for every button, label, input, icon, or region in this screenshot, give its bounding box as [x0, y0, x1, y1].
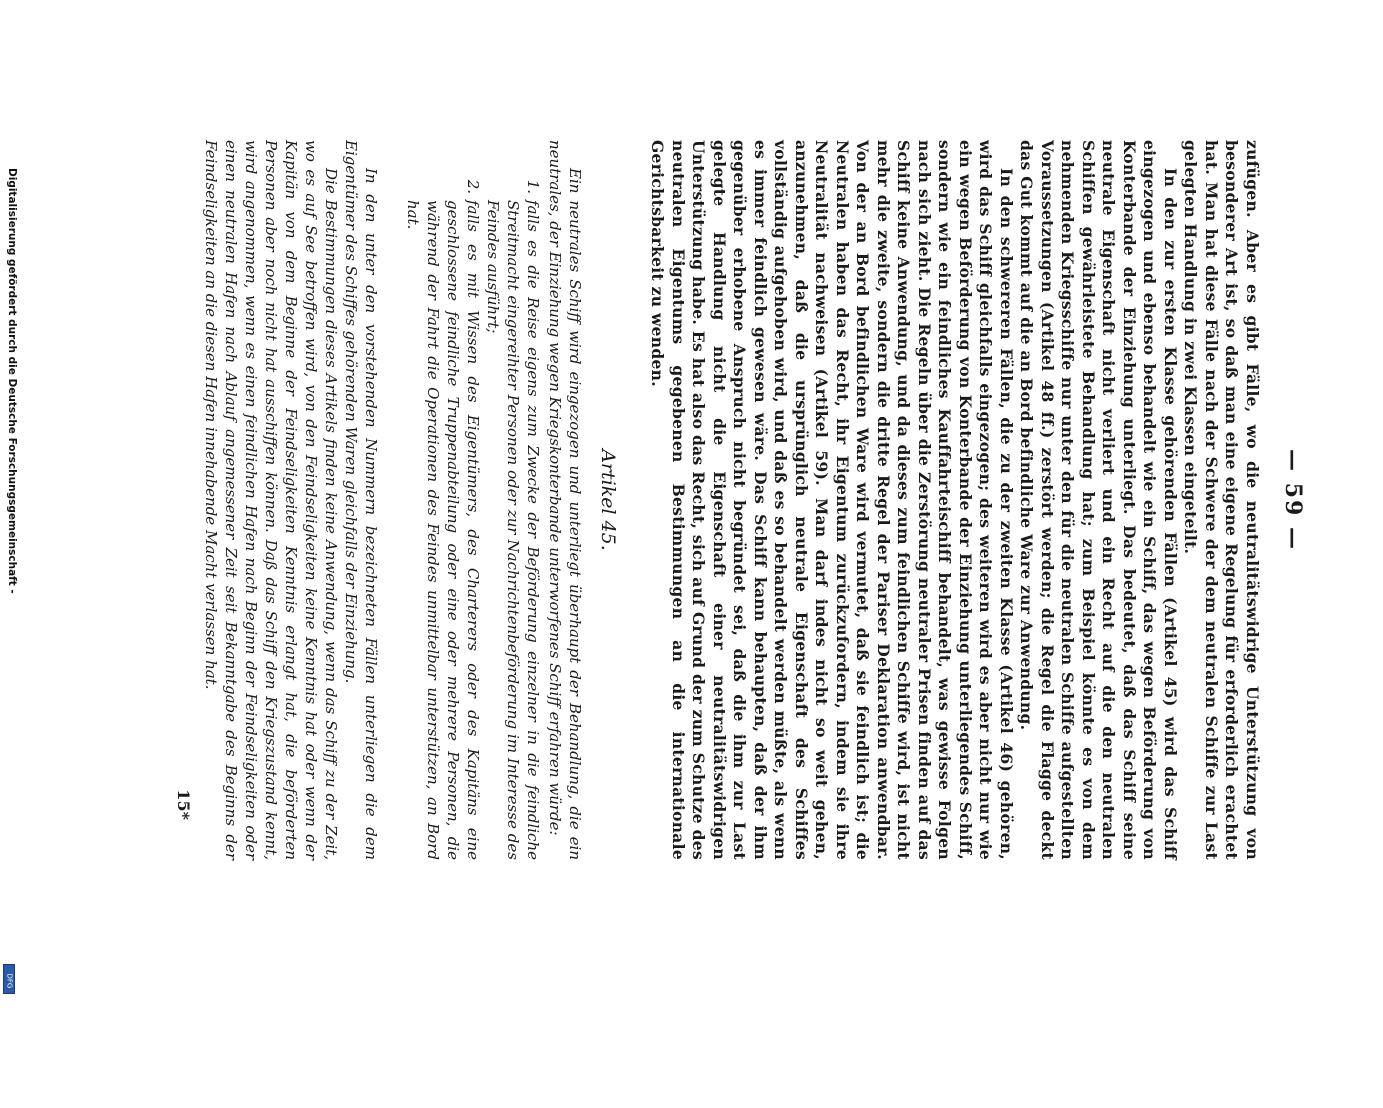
list-item-number: 1. — [524, 179, 542, 194]
article-text — [201, 140, 585, 860]
article-intro: Ein neutrales Schiff wird eingezogen und unterliegt überhaupt der Behandlung, die ein neutrales, der Einziehung wegen Kriegskonterbande unterworfenes Schiff erfahren würde: — [546, 140, 584, 860]
dfg-logo-icon: DFG — [3, 964, 15, 994]
article-paragraph: Die Bestimmungen dieses Artikels finden keine Anwendung, wenn das Schiff zu der Zeit, wo es auf See betroffen wird, von den Feindseligkeiten keine Kenntnis hat oder wenn der Kapitän von dem Beginne der Feindseligkeiten Kenntnis erlangt hat, die beförderten Personen aber noch nicht hat ausschiffen können. Daß das Schiff den Kriegszustand kennt, wird angenommen, wenn es einen feindlichen Hafen nach Beginn der Feindseligkeiten oder einen neutralen Hafen nach Ablauf angemessener Zeit seit Bekanntgabe des Beginns der Feindseligkeiten an die diesen Hafen innehabende Macht verlassen hat. — [202, 140, 340, 860]
article-case-list — [403, 140, 543, 860]
list-item-text: falls es mit Wissen des Eigentümers, des Charterers oder des Kapitäns eine geschlossene feindliche Truppenabteilung oder eine oder mehrere Personen, die während der Fahrt die Operationen des Feindes unmittelbar unterstützen, an Bord hat. — [404, 200, 482, 860]
commentary-paragraph: zufügen. Aber es gibt Fälle, wo die neutralitätswidrige Unterstützung von besonderer Art ist, so daß man eine eigene Regelung für erforderlich erachtet hat. Man hat diese Fälle nach der Schwere der dem neutralen Schiffe zur Last gelegten Handlung in zwei Klassen eingeteilt. — [1181, 140, 1262, 860]
commentary-text — [647, 140, 1262, 860]
printer-signature: 15* — [174, 789, 193, 820]
list-item — [483, 140, 543, 860]
page-number: — 59 — — [1280, 449, 1306, 551]
article-heading: Artikel 45. — [597, 449, 619, 551]
digitization-credit: Digitalisierung gefördert durch die Deutsche Forschungsgemeinschaft - — [6, 168, 18, 594]
commentary-paragraph: In den schwereren Fällen, die zu der zweiten Klasse (Artikel 46) gehören, wird das Schiff gleichfalls eingezogen; des weiteren wird es aber nicht nur wie ein wegen Beförderung von Konterbande der Einziehung unterliegendes Schiff, sondern wie ein feindliches Kauffahrteischiff behandelt, was gewisse Folgen nach sich zieht. Die Regeln über die Zerstörung neutraler Prisen finden auf das Schiff keine Anwendung, und da dieses zum feindlichen Schiffe wird, ist nicht mehr die zweite, sondern die dritte Regel der Pariser Deklaration anwendbar. Von der an Bord befindlichen Ware wird vermutet, daß sie feindlich ist; die Neutralen haben das Recht, ihr Eigentum zurückzufordern, indem sie ihre Neutralität nachweisen (Artikel 59). Man darf indes nicht so weit gehen, anzunehmen, daß die ursprünglich neutrale Eigenschaft des Schiffes vollständig aufgehoben wird, und daß es so behandelt werden müßte, als wenn es immer feindlich gewesen wäre. Das Schiff kann behaupten, daß der ihm gegenüber erhobene Anspruch nicht begründet sei, daß die ihm zur Last gelegte Handlung nicht die Eigenschaft einer neutralitätswidrigen Unterstützung habe. Es hat also das Recht, sich auf Grund der zum Schutze des neutralen Eigentums gegebenen Bestimmungen an die internationale Gerichtsbarkeit zu wenden. — [648, 140, 1016, 860]
list-item-text: falls es die Reise eigens zum Zwecke der Beförderung einzelner in die feindliche Streitmacht eingereihter Personen oder zur Nachrichtenbeförderung im Interesse des Feindes ausführt; — [484, 200, 542, 860]
commentary-paragraph: In den zur ersten Klasse gehörenden Fällen (Artikel 45) wird das Schiff eingezogen und ebenso behandelt wie ein Schiff, das wegen Beförderung von Konterbande der Einziehung unterliegt. Das bedeutet, daß das Schiff seine neutrale Eigenschaft nicht verliert und ein Recht auf die den neutralen Schiffen gewährleistete Behandlung hat; zum Beispiel könnte es von dem nehmenden Kriegsschiffe nur unter den für die neutralen Schiffe aufgestellten Voraussetzungen (Artikel 48 ff.) zerstört werden; die Regel die Flagge deckt das Gut kommt auf die an Bord befindliche Ware zur Anwendung. — [1017, 140, 1180, 860]
list-item — [403, 140, 483, 860]
article-paragraph: In den unter den vorstehenden Nummern bezeichneten Fällen unterliegen die dem Eigentümer des Schiffes gehörenden Waren gleichfalls der Einziehung. — [342, 140, 380, 860]
book-page — [56, 100, 1326, 900]
list-item-number: 2. — [464, 179, 482, 194]
